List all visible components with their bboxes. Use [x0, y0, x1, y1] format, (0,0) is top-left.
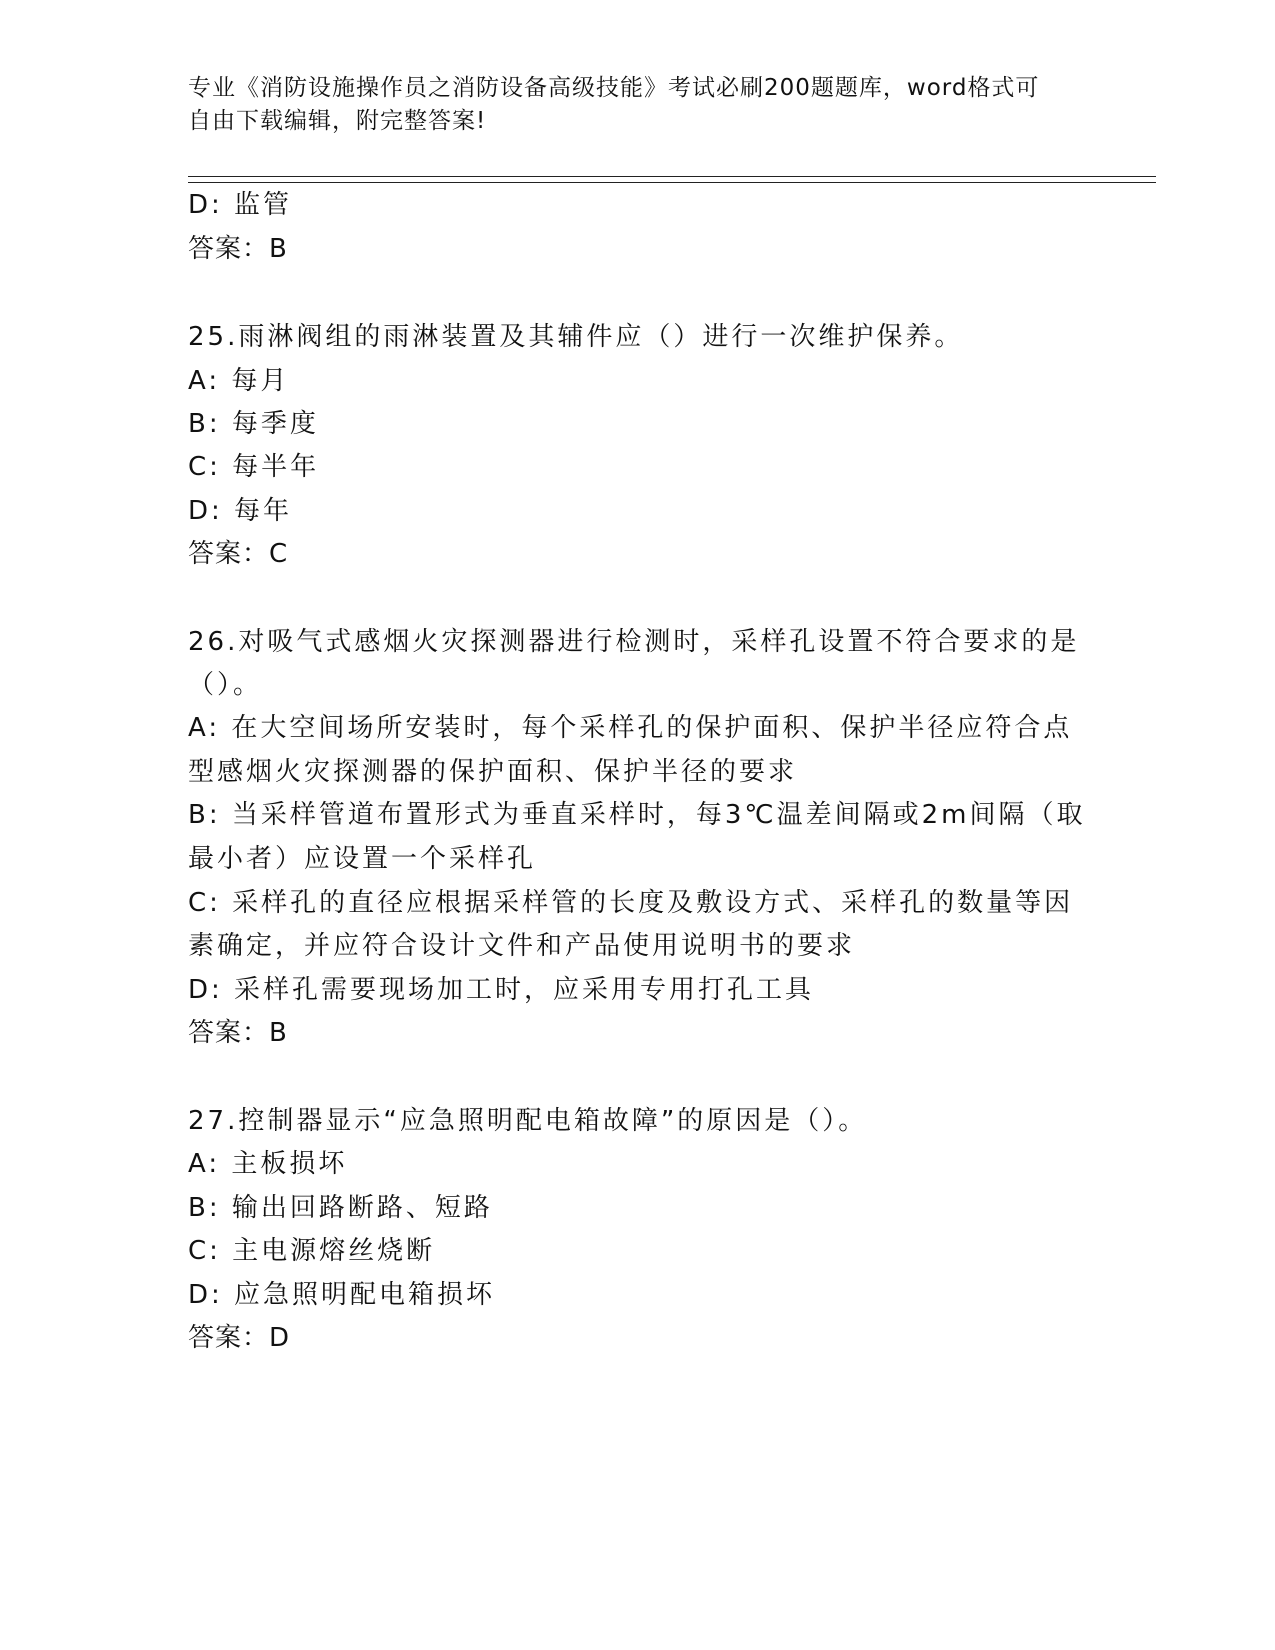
q25-option-c: C: 每半年 — [188, 452, 320, 482]
q26-option-a-line-1: A: 在大空间场所安装时，每个采样孔的保护面积、保护半径应符合点 — [188, 713, 1073, 743]
q26-stem-line-1: 26.对吸气式感烟火灾探测器进行检测时，采样孔设置不符合要求的是 — [188, 627, 1080, 657]
q25-stem: 25.雨淋阀组的雨淋装置及其辅件应（）进行一次维护保养。 — [188, 322, 964, 352]
q25-answer: 答案：C — [188, 539, 289, 569]
q26-option-b-line-1: B: 当采样管道布置形式为垂直采样时，每3℃温差间隔或2m间隔（取 — [188, 800, 1086, 830]
q26-option-c-line-1: C: 采样孔的直径应根据采样管的长度及敷设方式、采样孔的数量等因 — [188, 888, 1074, 918]
q26-option-d: D: 采样孔需要现场加工时，应采用专用打孔工具 — [188, 975, 815, 1005]
q27-option-c: C: 主电源熔丝烧断 — [188, 1236, 436, 1266]
q24-option-d: D: 监管 — [188, 190, 293, 220]
header-line-1: 专业《消防设施操作员之消防设备高级技能》考试必刷200题题库，word格式可 — [188, 75, 1040, 101]
q27-answer: 答案：D — [188, 1323, 291, 1353]
q25-option-b: B: 每季度 — [188, 409, 319, 439]
document-header — [188, 72, 1068, 138]
q26-option-c-line-2: 素确定，并应符合设计文件和产品使用说明书的要求 — [188, 931, 856, 961]
q26-stem-line-2: （）。 — [188, 670, 263, 700]
q25-option-a: A: 每月 — [188, 366, 290, 396]
q27-option-a: A: 主板损坏 — [188, 1149, 348, 1179]
header-divider-top — [188, 176, 1156, 177]
q27-option-b: B: 输出回路断路、短路 — [188, 1193, 493, 1223]
header-divider-bottom — [188, 182, 1156, 183]
q27-stem: 27.控制器显示“应急照明配电箱故障”的原因是（）。 — [188, 1106, 868, 1136]
q26-answer: 答案：B — [188, 1018, 288, 1048]
q26-option-a-line-2: 型感烟火灾探测器的保护面积、保护半径的要求 — [188, 757, 798, 787]
q25-option-d: D: 每年 — [188, 496, 293, 526]
q27-option-d: D: 应急照明配电箱损坏 — [188, 1280, 496, 1310]
header-line-2: 自由下载编辑，附完整答案! — [188, 108, 487, 134]
q26-option-b-line-2: 最小者）应设置一个采样孔 — [188, 844, 537, 874]
q24-answer: 答案：B — [188, 234, 288, 264]
